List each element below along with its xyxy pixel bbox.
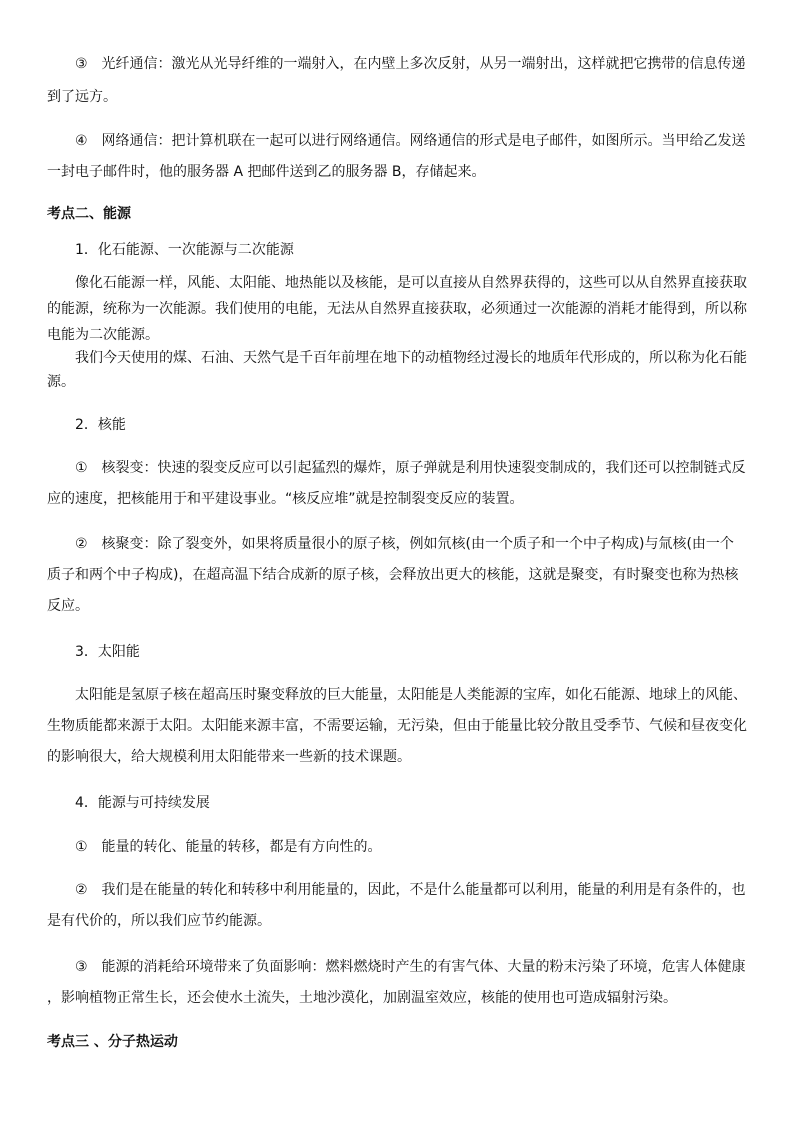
subheading-fossil-energy: 1．化石能源、一次能源与二次能源 (75, 242, 294, 258)
paragraph-conserve-line-1: ② 我们是在能量的转化和转移中利用能量的，因此，不是什么能量都可以利用，能量的利用是有条件的，也 (75, 882, 746, 898)
paragraph-fusion-line-1: ② 核聚变：除了裂变外，如果将质量很小的原子核，例如氘核(由一个质子和一个中子构成)与氚核(由一个 (75, 536, 734, 552)
subheading-sustainable-development: 4．能源与可持续发展 (75, 795, 210, 811)
paragraph-primary-energy-line-2: 的能源，统称为一次能源。我们使用的电能，无法从自然界直接获取，必须通过一次能源的消耗才能得到，所以称 (47, 301, 747, 317)
paragraph-direction-line-1: ① 能量的转化、能量的转移，都是有方向性的。 (75, 839, 382, 855)
paragraph-network-line-1: ④ 网络通信：把计算机联在一起可以进行网络通信。网络通信的形式是电子邮件，如图所示。当甲给乙发送 (75, 133, 746, 149)
paragraph-fusion-line-2: 质子和两个中子构成)，在超高温下结合成新的原子核，会释放出更大的核能，这就是聚变，有时聚变也称为热核 (47, 567, 739, 583)
paragraph-fusion-line-3: 反应。 (47, 598, 89, 614)
paragraph-solar-line-2: 生物质能都来源于太阳。太阳能来源丰富，不需要运输，无污染，但由于能量比较分散且受季节、气候和昼夜变化 (47, 718, 747, 734)
section-heading-energy: 考点二、能源 (47, 206, 131, 222)
paragraph-optical-fiber-line-1: ③ 光纤通信：激光从光导纤维的一端射入，在内壁上多次反射，从另一端射出，这样就把它携带的信息传递 (75, 56, 746, 72)
paragraph-solar-line-3: 的影响很大，给大规模利用太阳能带来一些新的技术课题。 (47, 749, 411, 765)
paragraph-primary-energy-line-3: 电能为二次能源。 (47, 327, 159, 343)
paragraph-conserve-line-2: 是有代价的，所以我们应节约能源。 (47, 913, 271, 929)
paragraph-environment-line-2: ，影响植物正常生长，还会使水土流失，土地沙漠化，加剧温室效应，核能的使用也可造成辐射污染。 (47, 990, 677, 1006)
paragraph-fossil-line-2: 源。 (47, 374, 75, 390)
paragraph-fission-line-1: ① 核裂变：快速的裂变反应可以引起猛烈的爆炸，原子弹就是利用快速裂变制成的，我们还可以控制链式反 (75, 460, 746, 476)
subheading-solar-energy: 3．太阳能 (75, 644, 140, 660)
section-heading-molecular-motion: 考点三 、分子热运动 (47, 1034, 178, 1050)
paragraph-solar-line-1: 太阳能是氢原子核在超高压时聚变释放的巨大能量，太阳能是人类能源的宝库，如化石能源、地球上的风能、 (75, 687, 747, 703)
paragraph-fission-line-2: 应的速度，把核能用于和平建设事业。“核反应堆”就是控制裂变反应的装置。 (47, 491, 524, 507)
paragraph-optical-fiber-line-2: 到了远方。 (47, 89, 117, 105)
paragraph-network-line-2: 一封电子邮件时，他的服务器 A 把邮件送到乙的服务器 B，存储起来。 (47, 164, 486, 180)
paragraph-environment-line-1: ③ 能源的消耗给环境带来了负面影响：燃料燃烧时产生的有害气体、大量的粉末污染了环境，危害人体健康 (75, 959, 746, 975)
subheading-nuclear-energy: 2．核能 (75, 417, 126, 433)
paragraph-primary-energy-line-1: 像化石能源一样，风能、太阳能、地热能以及核能，是可以直接从自然界获得的，这些可以从自然界直接获取 (75, 275, 747, 291)
paragraph-fossil-line-1: 我们今天使用的煤、石油、天然气是千百年前埋在地下的动植物经过漫长的地质年代形成的，所以称为化石能 (75, 350, 747, 366)
